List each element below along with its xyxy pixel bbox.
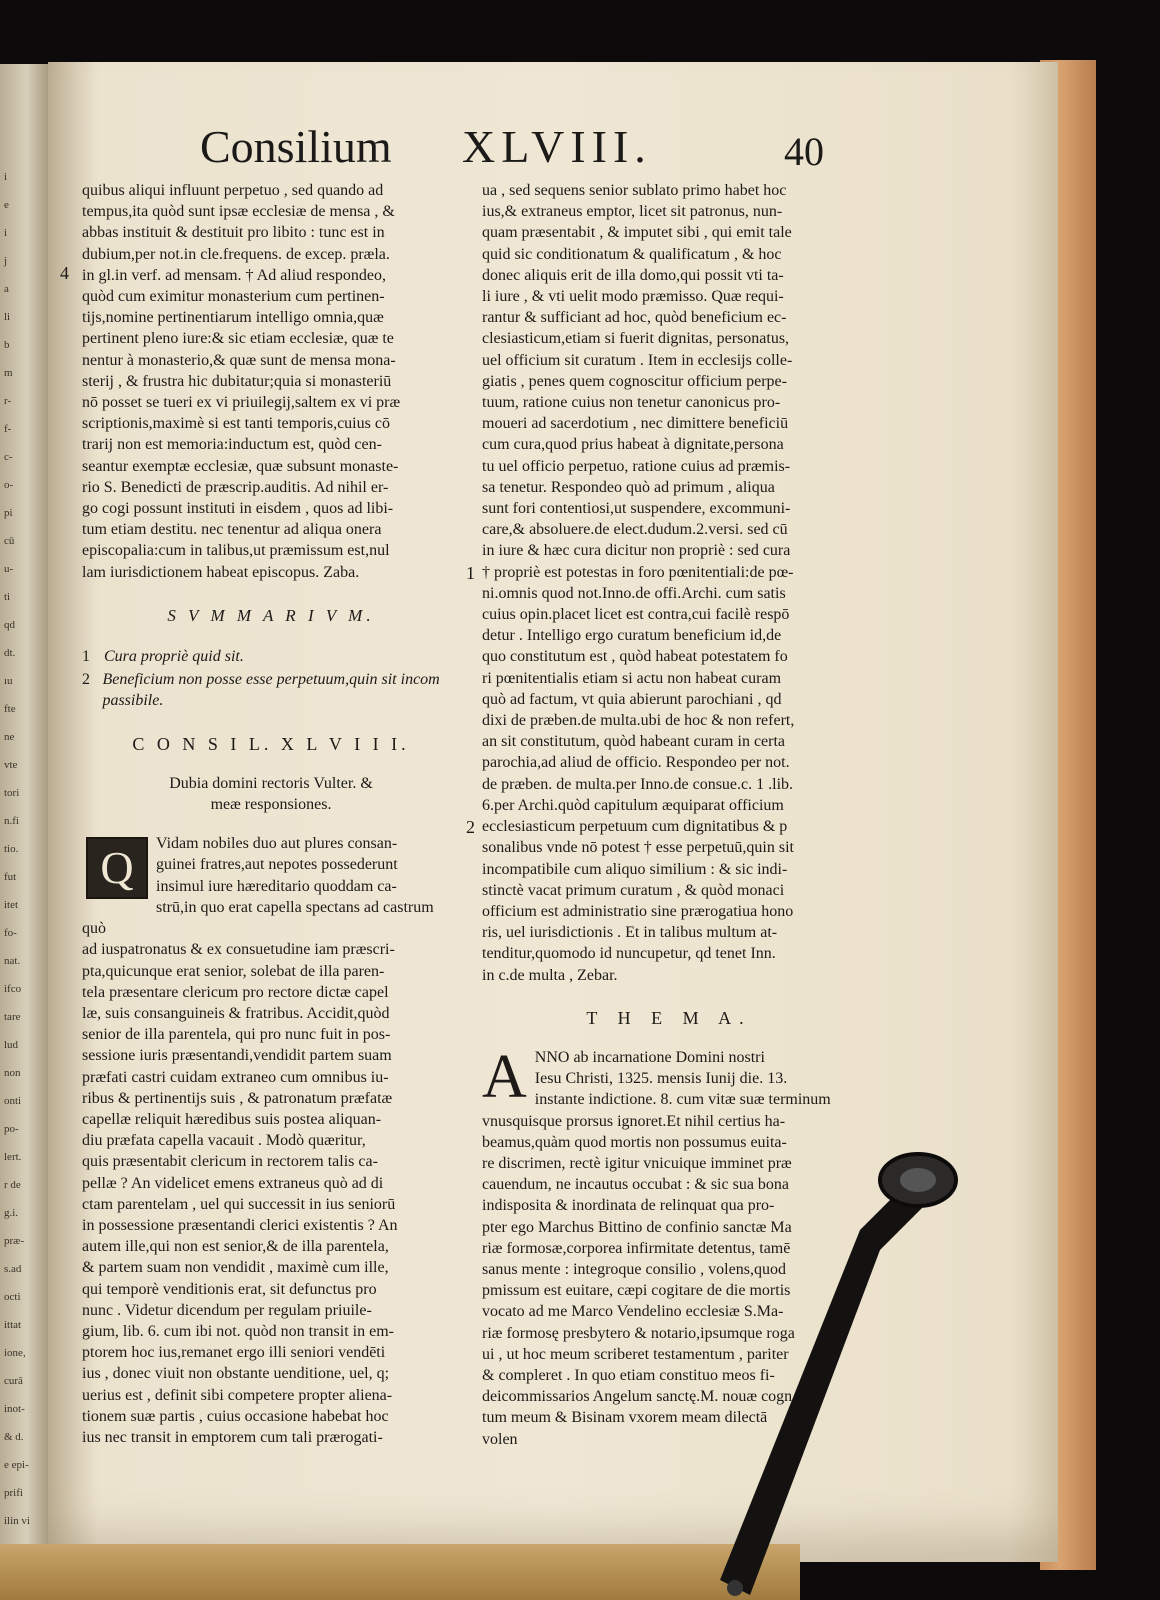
thema-heading: T H E M A. xyxy=(586,1007,752,1028)
margin-fragment: pi xyxy=(4,507,13,519)
dubia-line: meæ responsiones. xyxy=(210,796,332,814)
text-line: tela præsentare clericum pro rectore dictæ capel xyxy=(82,983,389,1001)
margin-fragment: qd xyxy=(4,619,15,631)
text-line: cauendum, ne incautus occubat : & sic sua bona xyxy=(482,1176,790,1194)
summary-list xyxy=(82,646,460,712)
margin-fragment: fo- xyxy=(4,927,17,939)
margin-number-4: 4 xyxy=(60,263,69,283)
text-line: senior de illa parentela, qui pro nunc fuit in pos- xyxy=(82,1026,391,1044)
summary-item xyxy=(82,646,460,667)
text-line: guinei fratres,aut nepotes possederunt xyxy=(156,856,398,874)
margin-fragment: ıu xyxy=(4,675,13,687)
margin-number-2: 2 xyxy=(466,817,475,837)
text-line: quid sic conditionatum & qualificatum , & hoc xyxy=(482,245,782,263)
text-line: quibus aliqui influunt perpetuo , sed quando ad xyxy=(82,182,384,199)
thema-initial: A xyxy=(482,1042,527,1111)
text-line: quò ad factum, vt quia abierunt parochiani , qd xyxy=(482,690,782,708)
text-line: vocato ad me Marco Vendelino ecclesiæ S.Ma- xyxy=(482,1303,784,1321)
text-line: & partem suam non vendidit , maximè cum ille, xyxy=(82,1259,389,1277)
text-line: uerius est , definit sibi competere propter aliena- xyxy=(82,1386,393,1404)
text-line: Vidam nobiles duo aut plures consan- xyxy=(156,835,398,853)
text-line: ui , ut hoc meum scriberet testamentum , pariter xyxy=(482,1345,789,1363)
text-line: pertinent pleno iure:& sic etiam ecclesiæ, quæ te xyxy=(82,330,394,348)
summary-item-number: 1 xyxy=(82,648,90,666)
text-line: care,& absoluere.de elect.dudum.2.versi. sed cū xyxy=(482,521,788,539)
margin-fragment: vte xyxy=(4,759,18,771)
summary-item-text: Cura propriè quid sit. xyxy=(104,648,244,666)
text-line: moueri ad sacerdotium , nec dimittere beneficiū xyxy=(482,415,789,433)
text-line: ris, uel iurisdictionis . Et in talibus multum at- xyxy=(482,924,778,942)
text-line: sanus mente : integroque consilio , volens,quod xyxy=(482,1260,786,1278)
margin-fragment: tio. xyxy=(4,843,19,855)
text-line: ptorem hoc ius,remanet ergo illi seniori vendēti xyxy=(82,1344,386,1362)
text-line: beamus,quàm quod mortis non possumus euita- xyxy=(482,1133,787,1151)
margin-fragment: onti xyxy=(4,1095,22,1107)
margin-fragment: f- xyxy=(4,423,12,435)
text-line: uel officium sit curatum . Item in ecclesijs colle- xyxy=(482,351,793,369)
text-line: nō posset se tueri ex vi priuilegij,saltem ex vi præ xyxy=(82,394,401,412)
summary-item-number: 2 xyxy=(82,671,90,689)
text-line: lam iurisdictionem habeat episcopus. Zaba. xyxy=(82,563,360,581)
margin-fragment: dt. xyxy=(4,647,16,659)
text-line: ri pœnitentialis etiam si actu non habeat curam xyxy=(482,669,782,687)
text-line: læ, suis consanguineis & fratribus. Accidit,quòd xyxy=(82,1004,390,1022)
text-line: stinctè vacat primum curatum , & quòd monaci xyxy=(482,881,785,899)
margin-fragment: lud xyxy=(4,1039,19,1051)
text-line: † propriè est potestas in foro pœnitentiali:de pœ- xyxy=(482,563,794,581)
header-title: Consilium xyxy=(200,121,392,172)
margin-fragment: e xyxy=(4,199,9,211)
text-line: nentur à monasterio,& quæ sunt de mensa mona- xyxy=(82,351,396,369)
text-line: pta,quicunque erat senior, solebat de illa paren- xyxy=(82,962,385,980)
left-body xyxy=(82,833,460,1448)
margin-fragment: o- xyxy=(4,479,14,491)
text-line: 6.per Archi.quòd capitulum æquiparat officium xyxy=(482,796,784,814)
text-line: donec aliquis erit de illa domo,qui possit vti ta- xyxy=(482,266,784,284)
margin-fragment: e epi- xyxy=(4,1459,29,1471)
text-line: quis præsentabit clericum in rectorem talis ca- xyxy=(82,1153,378,1171)
margin-fragment: fte xyxy=(4,703,16,715)
summary-title: S V M M A R I V M. xyxy=(167,605,375,625)
text-line: scriptionis,maximè si est tanti temporis,cuius cō xyxy=(82,415,390,433)
margin-fragment: r- xyxy=(4,395,12,407)
summary-item-text: Beneficium non posse esse perpetuum,quin sit incom passibile. xyxy=(102,671,440,710)
left-column xyxy=(82,180,460,1448)
text-line: in c.de multa , Zebar. xyxy=(482,966,618,984)
margin-fragment: s.ad xyxy=(4,1263,22,1275)
text-line: ius,& extraneus emptor, licet sit patronus, nun- xyxy=(482,203,783,221)
text-line: tum meum & Bisinam vxorem meam dilectā xyxy=(482,1409,768,1427)
text-line: re discrimen, rectè igitur vnicuique imminet præ xyxy=(482,1154,792,1172)
margin-fragment: ne xyxy=(4,731,15,743)
text-line: qui temporè venditionis erat, sit defunctus pro xyxy=(82,1280,377,1298)
text-line: parochia,ad aliud de officio. Respondeo per not. xyxy=(482,754,790,772)
text-line: tum etiam destitu. nec tenentur ad aliqua onera xyxy=(82,521,382,539)
facing-page-margin xyxy=(4,170,42,1527)
text-line: detur . Intelligo ergo curatum beneficium id,de xyxy=(482,627,782,645)
text-line: Iesu Christi, 1325. mensis Iunij die. 13. xyxy=(534,1070,788,1088)
margin-fragment: non xyxy=(4,1067,21,1079)
text-line: autem ille,qui non est senior,& de illa parentela, xyxy=(82,1238,389,1256)
text-line: tuum, ratione cuius non tenetur canonicus pro- xyxy=(482,394,781,412)
margin-fragment: curā xyxy=(4,1375,23,1387)
text-line: episcopalia:cum in talibus,ut præmissum est,nul xyxy=(82,542,390,560)
text-line: go cogi possunt instituti in eisdem , quos ad libi- xyxy=(82,500,394,518)
margin-fragment: ti xyxy=(4,591,11,603)
text-line: quam præsentabit , & imputet sibi , qui emit tale xyxy=(482,224,792,242)
text-line: volen xyxy=(482,1430,518,1448)
header-number: XLVIII. xyxy=(462,121,652,172)
text-line: deicommissarios Angelum sanctę.M. nouæ cogn xyxy=(482,1388,793,1406)
margin-fragment: cū xyxy=(4,535,15,547)
text-line: pellæ ? An videlicet emens extraneus quò ad di xyxy=(82,1174,384,1192)
page-number: 40 xyxy=(784,129,824,174)
text-line: ecclesiasticum perpetuum cum dignitatibus & p xyxy=(482,818,788,836)
consil-heading: C O N S I L. X L V I I I. xyxy=(132,733,410,754)
text-line: seantur exemptæ ecclesiæ, quæ subsunt monaste- xyxy=(82,457,399,475)
text-line: de præben. de multa.per Inno.de consue.c. 1 .lib. xyxy=(482,775,794,793)
margin-fragment: ittat xyxy=(4,1319,22,1331)
text-line: sessione iuris præsentandi,vendidit partem suam xyxy=(82,1047,392,1065)
margin-fragment: b xyxy=(4,339,10,351)
margin-fragment: præ- xyxy=(4,1235,25,1247)
text-line: præfati castri cuidam extraneo cum omnibus iu- xyxy=(82,1068,389,1086)
text-line: tijs,nomine pertinentiarum intelligo omnia,quæ xyxy=(82,309,384,327)
text-line: pter ego Marchus Bittino de confinio sanctæ Ma xyxy=(482,1218,792,1236)
margin-fragment: r de xyxy=(4,1179,21,1191)
text-line: officium est administratio sine prærogatiua hono xyxy=(482,902,794,920)
text-line: strū,in quo erat capella spectans ad castrum quò xyxy=(82,898,434,938)
text-line: an sit constitutum, quòd habeant curam in certa xyxy=(482,733,786,751)
text-line: tionem suæ partis , cuius occasione habebat hoc xyxy=(82,1407,389,1425)
text-line: nunc . Videtur dicendum per regulam priuile- xyxy=(82,1301,372,1319)
text-line: sonalibus vnde nō potest † esse perpetuū,quin sit xyxy=(482,839,794,857)
text-line: clesiasticum,etiam si fuerit dignitas, personatus, xyxy=(482,330,790,348)
text-line: in gl.in verf. ad mensam. † Ad aliud respondeo, xyxy=(82,266,386,284)
dubia-heading xyxy=(82,773,460,815)
text-line: tu uel officio perpetuo, ratione cuius ad præmis- xyxy=(482,457,791,475)
text-line: tempus,ita quòd sunt ipsæ ecclesiæ de mensa , & xyxy=(82,203,395,221)
margin-fragment: tori xyxy=(4,787,20,799)
text-line: quòd cum eximitur monasterium cum pertinen- xyxy=(82,288,385,306)
text-line: NNO ab incarnatione Domini nostri xyxy=(534,1048,765,1066)
text-line: sunt fori contentiosi,ut suspendere, excommuni- xyxy=(482,500,791,518)
text-line: riæ formosæ,corporea infirmitate detentus, tamē xyxy=(482,1239,791,1257)
text-line: li iure , & vti uelit modo præmisso. Quæ requi- xyxy=(482,288,784,306)
margin-fragment: g.i. xyxy=(4,1207,19,1219)
text-line: insimul iure hæreditario quoddam ca- xyxy=(156,877,397,895)
margin-fragment: n.fi xyxy=(4,815,19,827)
text-line: sa tenetur. Respondeo quò ad primum , aliqua xyxy=(482,478,775,496)
margin-fragment: m xyxy=(4,367,13,379)
text-line: indisposita & inordinata de relinquat qua pro- xyxy=(482,1197,775,1215)
text-line: sterij , & frustra hic dubitatur;quia si monasteriū xyxy=(82,372,392,390)
summary-item xyxy=(82,669,460,711)
text-line: abbas instituit & destituit pro libito : tunc est in xyxy=(82,224,385,242)
margin-fragment: ilin vi xyxy=(4,1515,30,1527)
text-line: ius nec transit in emptorem cum tali prærogati- xyxy=(82,1428,383,1446)
ornamental-drop-cap: Q xyxy=(86,837,148,899)
dubia-line: Dubia domini rectoris Vulter. & xyxy=(169,774,373,792)
margin-fragment: ifco xyxy=(4,983,22,995)
text-line: ctam parentelam , uel qui successit in ius seniorū xyxy=(82,1195,396,1213)
text-line: capellæ reliquit hæredibus suis postea aliquan- xyxy=(82,1110,382,1128)
text-line: incompatibile cum aliquo similium : & sic indi- xyxy=(482,860,788,878)
text-line: rantur & sufficiant ad hoc, quòd beneficium ec- xyxy=(482,309,787,327)
text-line: giatis , penes quem cognoscitur officium perpe- xyxy=(482,372,787,390)
text-line: dubium,per not.in cle.frequens. de excep. præla. xyxy=(82,245,390,263)
text-line: ad iuspatronatus & ex consuetudine iam præscri- xyxy=(82,941,395,959)
text-line: trarij non est memoria:inductum est, quòd cen- xyxy=(82,436,382,454)
text-line: ius , donec viuit non obstante uenditione, uel, q; xyxy=(82,1365,390,1383)
text-line: instante indictione. 8. cum vitæ suæ terminum xyxy=(534,1091,831,1109)
margin-fragment: inot- xyxy=(4,1403,25,1415)
text-line: dixi de præben.de multa.ubi de hoc & non refert, xyxy=(482,712,795,730)
margin-fragment: itet xyxy=(4,899,19,911)
text-line: gium, lib. 6. cum ibi not. quòd non transit in em- xyxy=(82,1322,394,1340)
text-line: ribus & pertinentijs suis , & patronatum præfatæ xyxy=(82,1089,393,1107)
margin-fragment: li xyxy=(4,311,11,323)
text-line: ua , sed sequens senior sublato primo habet hoc xyxy=(482,182,787,199)
margin-fragment: ione, xyxy=(4,1347,26,1359)
margin-fragment: & d. xyxy=(4,1431,24,1443)
margin-fragment: c- xyxy=(4,451,13,463)
page-header xyxy=(200,120,860,180)
text-line: vnusquisque prorsus ignoret.Et nihil certius ha- xyxy=(482,1112,786,1130)
margin-fragment: a xyxy=(4,283,9,295)
text-line: in possessione præsentandi clerici existentis ? An xyxy=(82,1216,398,1234)
page-clip xyxy=(660,1140,980,1600)
margin-fragment: fut xyxy=(4,871,17,883)
right-column-text xyxy=(482,180,856,986)
margin-fragment: i xyxy=(4,171,8,183)
text-line: & compleret . In quo etiam constituo meos fi- xyxy=(482,1366,775,1384)
text-line: diu præfata capella vacauit . Modò quæritur, xyxy=(82,1132,366,1150)
margin-fragment: j xyxy=(4,255,8,267)
text-line: riæ formosę presbytero & notario,ipsumque roga xyxy=(482,1324,795,1342)
text-line: cuius opin.placet licet est contra,cui facilè respō xyxy=(482,606,790,624)
text-line: rio S. Benedicti de præscrip.auditis. Ad nihil er- xyxy=(82,478,389,496)
margin-fragment: lert. xyxy=(4,1151,22,1163)
margin-fragment: octi xyxy=(4,1291,21,1303)
text-line: ni.omnis quod not.Inno.de offi.Archi. cum satis xyxy=(482,584,786,602)
margin-fragment: nat. xyxy=(4,955,21,967)
margin-fragment: po- xyxy=(4,1123,19,1135)
text-line: pmissum est euitare, cæpi cogitare de die mortis xyxy=(482,1282,791,1300)
text-line: cum cura,quod prius habeat à dignitate,persona xyxy=(482,436,784,454)
text-line: quo constitutum est , quòd habeat potestatem fo xyxy=(482,648,788,666)
margin-fragment: u- xyxy=(4,563,14,575)
margin-number-1: 1 xyxy=(466,563,475,583)
margin-fragment: prifi xyxy=(4,1487,23,1499)
margin-fragment: tare xyxy=(4,1011,21,1023)
text-line: in iure & hæc cura dicitur non propriè : sed cura xyxy=(482,542,791,560)
left-intro-text xyxy=(82,180,460,583)
text-line: tenditur,quomodo id nuncupetur, qd tenet Inn. xyxy=(482,945,776,963)
margin-fragment: i xyxy=(4,227,8,239)
